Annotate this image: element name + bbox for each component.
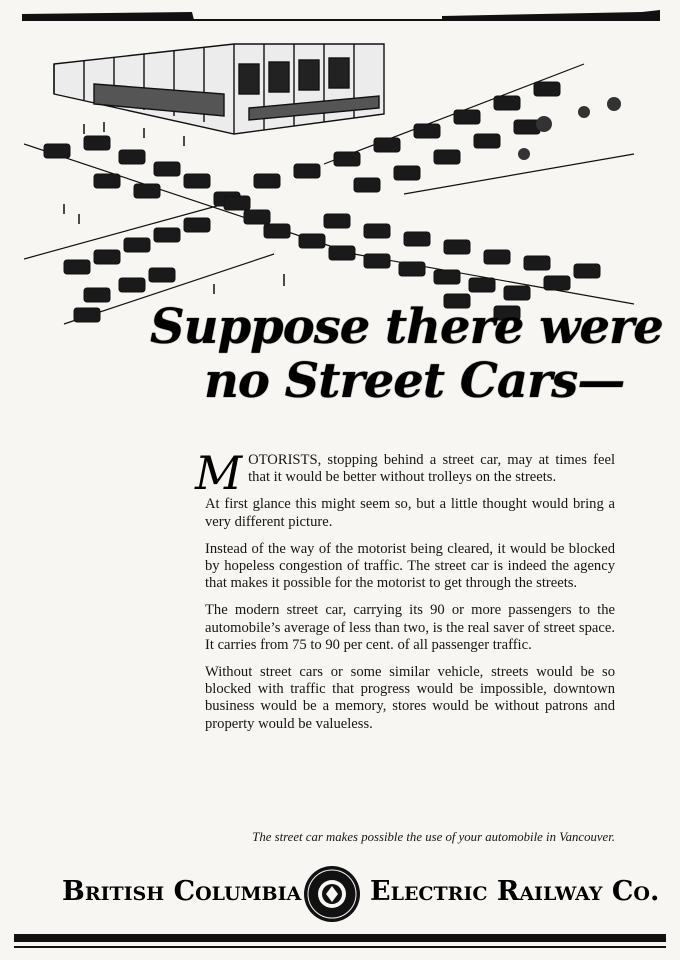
paragraph-4: The modern street car, carrying its 90 or more passengers to the automobile’s average of less than two, is the real saver of street space. It carries from 75 to 90 per cent. of all passenger traffic. <box>205 602 615 653</box>
footer-signature <box>40 862 660 922</box>
headline-line-1: Suppose there were <box>150 299 663 355</box>
tagline: The street car makes possible the use of your automobile in Vancouver. <box>252 830 615 844</box>
paragraph-1 <box>195 446 615 500</box>
company-name-right: Electric Railway Co. <box>370 876 660 907</box>
paragraph-2: At first glance this might seem so, but a little thought would bring a very different picture. <box>205 496 615 530</box>
top-border-rule <box>22 10 660 22</box>
company-name-left: British Columbia <box>62 876 302 907</box>
body-copy <box>195 446 615 743</box>
headline-line-2: no Street Cars— <box>204 353 625 409</box>
company-seal-icon <box>302 864 362 924</box>
drop-cap: M <box>195 446 243 500</box>
bottom-border-rule <box>14 934 666 942</box>
paragraph-3: Instead of the way of the motorist being cleared, it would be blocked by hopeless congestion of traffic. The street car is indeed the agency that makes it possible for the motorist to get through the streets. <box>205 540 615 592</box>
paragraph-1-text: stopping behind a street car, may at times feel that it would be better without trolleys on the streets. <box>248 452 615 486</box>
bottom-border-thin-rule <box>14 946 666 948</box>
headline <box>150 299 663 409</box>
paragraph-5: Without street cars or some similar vehicle, streets would be so blocked with traffic that progress would be impossible, downtown business would be a memory, stores would be without patrons and property would be valueless. <box>205 664 615 732</box>
paragraph-1-lead: OTORISTS, <box>248 452 322 468</box>
